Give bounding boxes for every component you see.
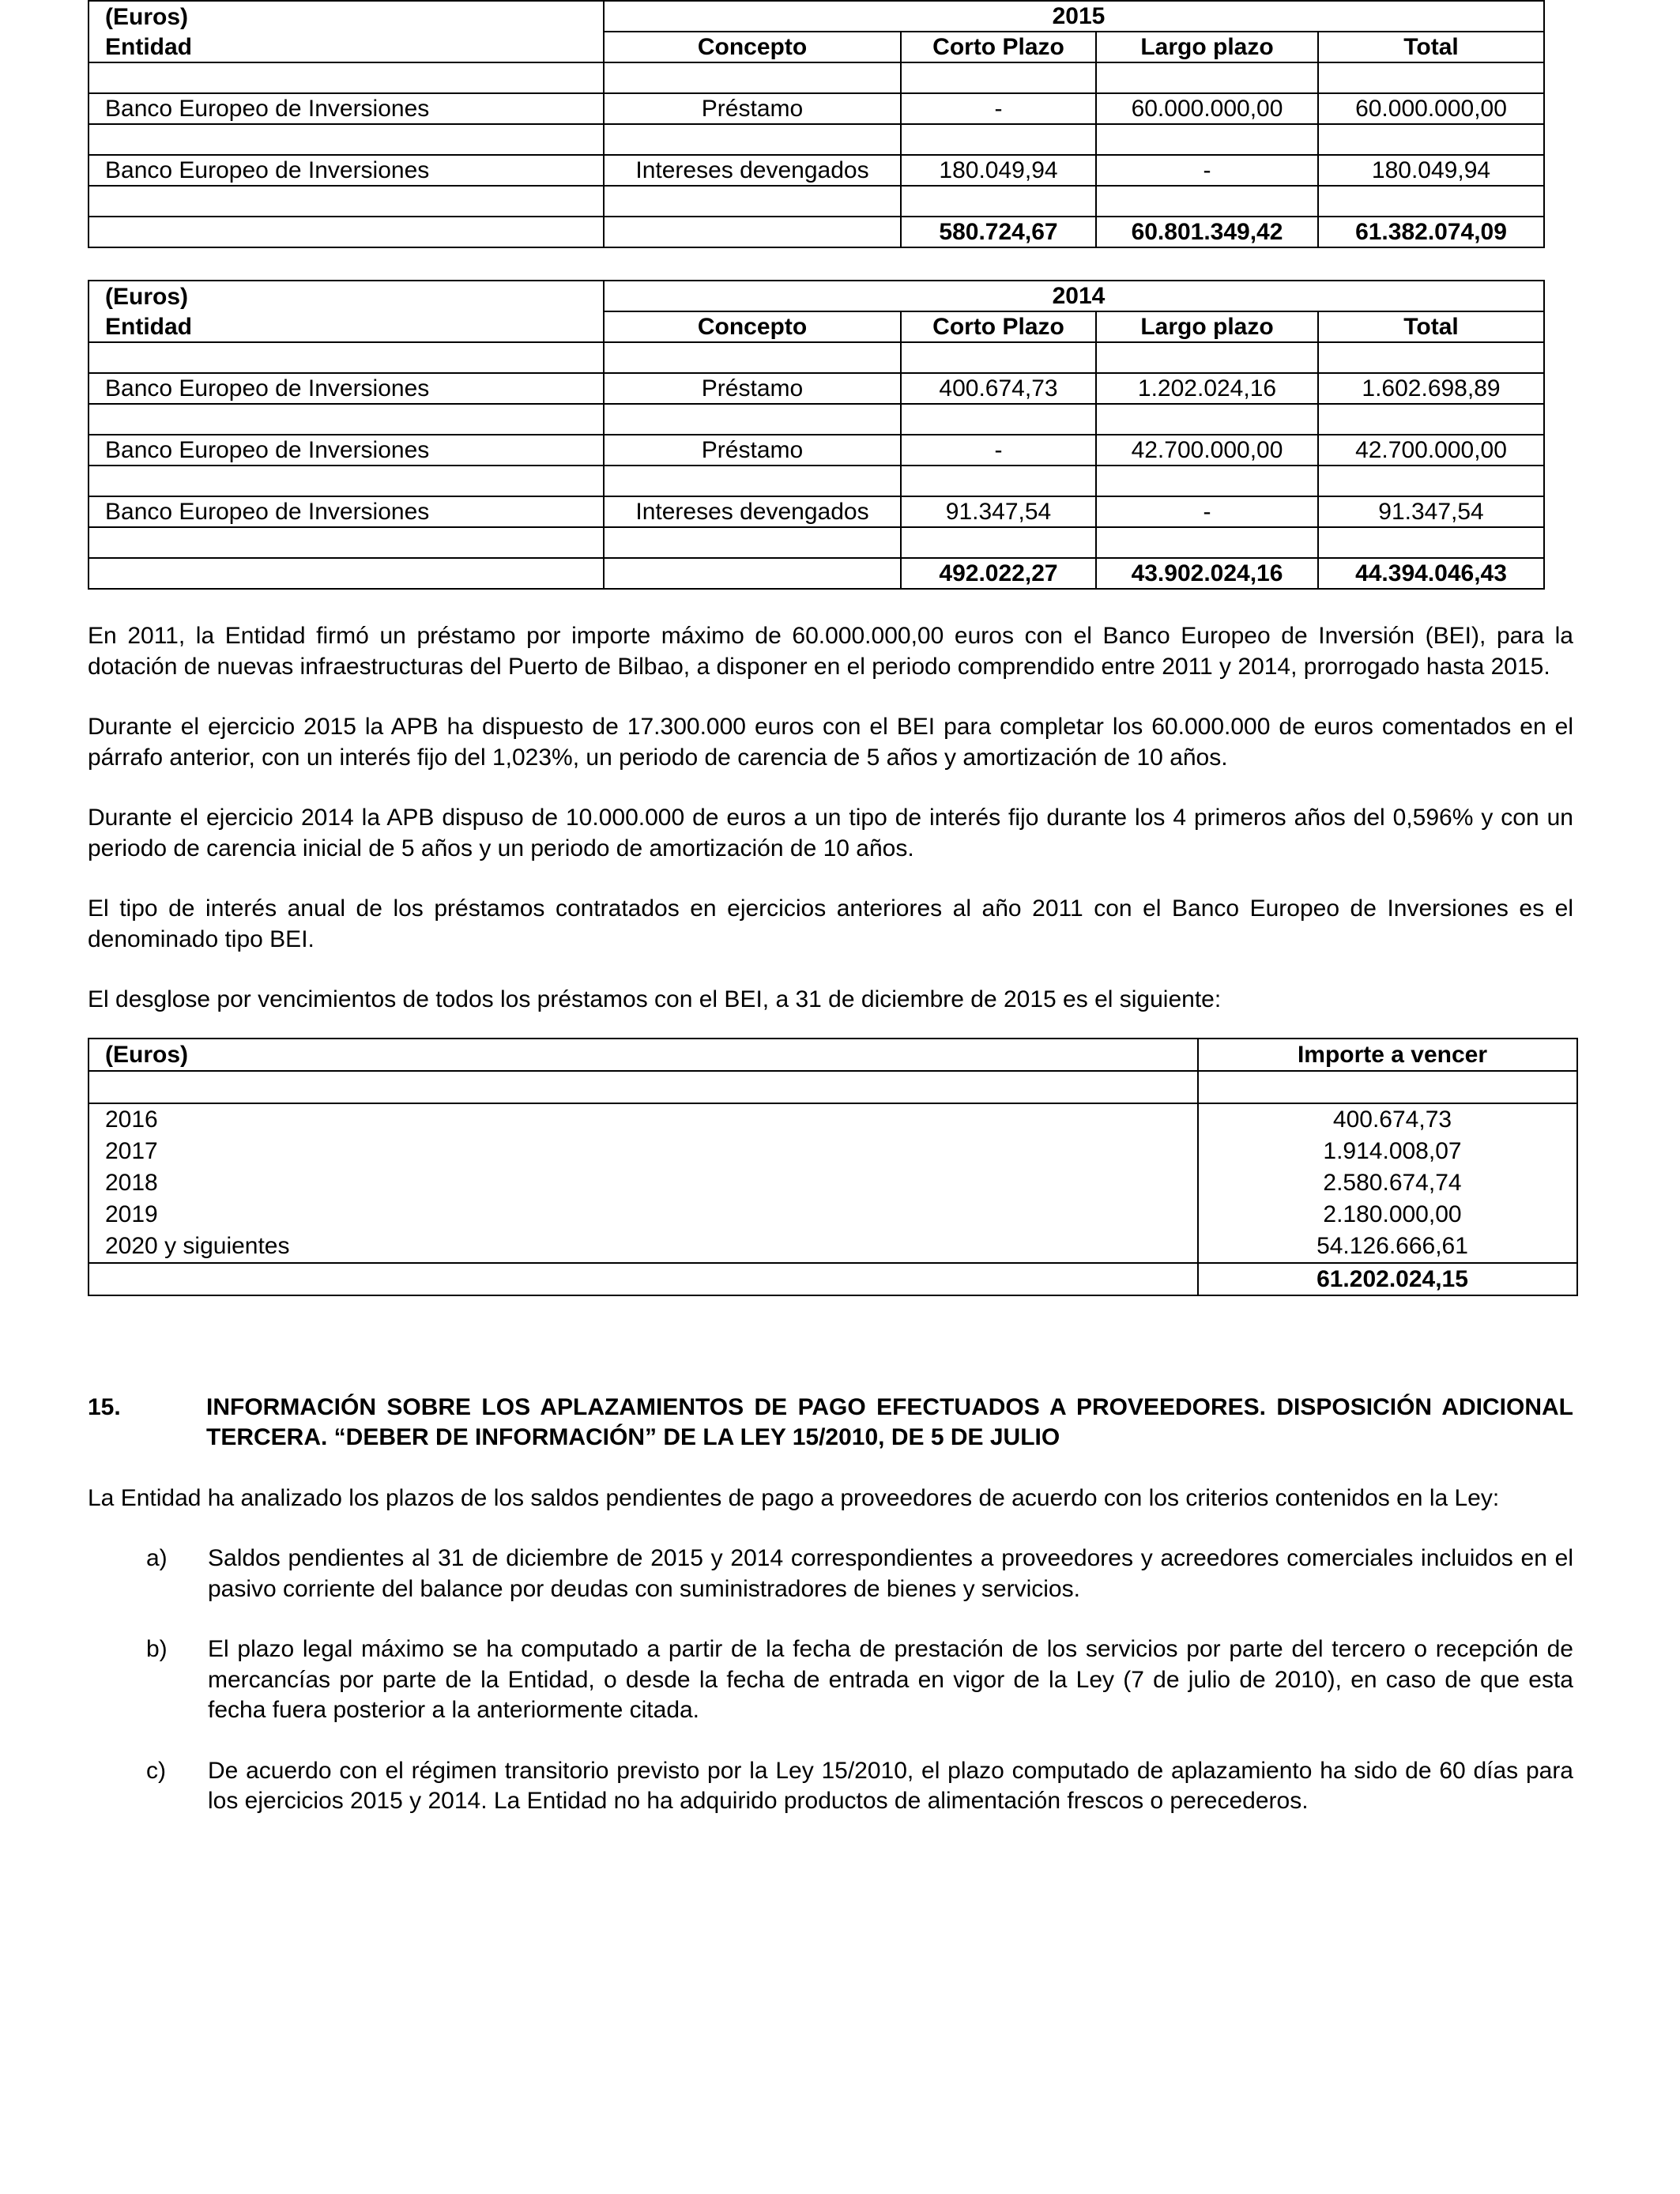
table-header-row	[89, 1039, 1577, 1071]
header-corto-plazo: Corto Plazo	[901, 311, 1096, 342]
cell-total: 180.049,94	[1318, 155, 1544, 186]
list-item	[88, 1756, 1573, 1817]
total-largo-plazo: 60.801.349,42	[1096, 217, 1318, 247]
header-total: Total	[1318, 32, 1544, 62]
cell-concepto: Préstamo	[604, 435, 901, 466]
list-item-letter: a)	[146, 1545, 168, 1571]
cell-concepto: Intereses devengados	[604, 155, 901, 186]
list-item-text: El plazo legal máximo se ha computado a partir de la fecha de prestación de los servicios por parte del tercero o recepción de mercancías por parte de la Entidad, o desde la fecha de entrada en vigor de la Ley (7 de julio de 2010), en caso de que esta fecha fuera posterior a la anteriormente citada.	[208, 1636, 1573, 1723]
total-total: 44.394.046,43	[1318, 558, 1544, 589]
year-label: 2015	[604, 1, 1544, 32]
paragraph-2015-disposal: Durante el ejercicio 2015 la APB ha dispuesto de 17.300.000 euros con el BEI para completar los 60.000.000 de euros comentados en el párrafo anterior, con un interés fijo del 1,023%, un periodo de carencia de 5 años y amortización de 10 años.	[88, 714, 1573, 771]
maturity-year: 2020 y siguientes	[89, 1231, 1198, 1263]
header-largo-plazo: Largo plazo	[1096, 32, 1318, 62]
table-header-row	[89, 32, 1544, 62]
table-row	[89, 1199, 1577, 1231]
table-row	[89, 1136, 1577, 1167]
maturity-year: 2018	[89, 1167, 1198, 1199]
total-corto-plazo: 492.022,27	[901, 558, 1096, 589]
section-title: INFORMACIÓN SOBRE LOS APLAZAMIENTOS DE PAGO EFECTUADOS A PROVEEDORES. DISPOSICIÓN ADICIONAL TERCERA. “DEBER DE INFORMACIÓN” DE LA LEY 15/2010, DE 5 DE JULIO	[206, 1393, 1573, 1450]
total-largo-plazo: 43.902.024,16	[1096, 558, 1318, 589]
list-item	[88, 1634, 1573, 1726]
maturity-year: 2017	[89, 1136, 1198, 1167]
cell-total: 60.000.000,00	[1318, 93, 1544, 124]
section-number: 15.	[88, 1393, 121, 1420]
table-spacer-row	[89, 1071, 1577, 1103]
cell-largo-plazo: 42.700.000,00	[1096, 435, 1318, 466]
unit-label: (Euros)	[89, 1039, 1198, 1071]
cell-total: 42.700.000,00	[1318, 435, 1544, 466]
table-row	[89, 435, 1544, 466]
table-spacer-row	[89, 186, 1544, 217]
section-15-intro: La Entidad ha analizado los plazos de los saldos pendientes de pago a proveedores de acuerdo con los criterios contenidos en la Ley:	[88, 1484, 1500, 1511]
total-corto-plazo: 580.724,67	[901, 217, 1096, 247]
table-row	[89, 373, 1544, 404]
cell-entidad: Banco Europeo de Inversiones	[89, 93, 604, 124]
cell-total: 1.602.698,89	[1318, 373, 1544, 404]
cell-concepto: Préstamo	[604, 373, 901, 404]
maturity-amount: 54.126.666,61	[1198, 1231, 1577, 1263]
table-total-row	[89, 558, 1544, 589]
paragraph-bei-loan: En 2011, la Entidad firmó un préstamo por importe máximo de 60.000.000,00 euros con el Banco Europeo de Inversión (BEI), para la dotación de nuevas infraestructuras del Puerto de Bilbao, a disponer en el periodo comprendido entre 2011 y 2014, prorrogado hasta 2015.	[88, 623, 1573, 680]
maturity-amount: 400.674,73	[1198, 1103, 1577, 1136]
header-concepto: Concepto	[604, 32, 901, 62]
list-item-text: De acuerdo con el régimen transitorio previsto por la Ley 15/2010, el plazo computado de aplazamiento ha sido de 60 días para los ejercicios 2015 y 2014. La Entidad no ha adquirido productos de alimentación frescos o perecederos.	[208, 1757, 1573, 1814]
maturity-amount: 2.180.000,00	[1198, 1199, 1577, 1231]
paragraph-maturity-intro: El desglose por vencimientos de todos los préstamos con el BEI, a 31 de diciembre de 2015 es el siguiente:	[88, 986, 1222, 1012]
document-page	[88, 0, 1573, 1817]
cell-largo-plazo: -	[1096, 496, 1318, 527]
header-entidad: Entidad	[89, 32, 604, 62]
cell-corto-plazo: 91.347,54	[901, 496, 1096, 527]
paragraph-2014-disposal: Durante el ejercicio 2014 la APB dispuso de 10.000.000 de euros a un tipo de interés fijo durante los 4 primeros años del 0,596% y con un periodo de carencia inicial de 5 años y un periodo de amortización de 10 años.	[88, 805, 1573, 861]
cell-largo-plazo: 60.000.000,00	[1096, 93, 1318, 124]
table-row	[89, 93, 1544, 124]
table-spacer-row	[89, 404, 1544, 435]
header-importe: Importe a vencer	[1198, 1039, 1577, 1071]
cell-corto-plazo: 400.674,73	[901, 373, 1096, 404]
list-item	[88, 1544, 1573, 1604]
cell-largo-plazo: -	[1096, 155, 1318, 186]
maturity-year: 2019	[89, 1199, 1198, 1231]
unit-label: (Euros)	[89, 1, 604, 32]
section-15-heading	[88, 1393, 1573, 1453]
table-spacer-row	[89, 62, 1544, 93]
paragraph-interest-type: El tipo de interés anual de los préstamos contratados en ejercicios anteriores al año 2011 con el Banco Europeo de Inversiones es el denominado tipo BEI.	[88, 895, 1573, 952]
table-total-row	[89, 1263, 1577, 1295]
cell-entidad: Banco Europeo de Inversiones	[89, 435, 604, 466]
header-corto-plazo: Corto Plazo	[901, 32, 1096, 62]
maturity-year: 2016	[89, 1103, 1198, 1136]
table-row	[89, 1167, 1577, 1199]
table-spacer-row	[89, 466, 1544, 496]
table-row	[89, 1103, 1577, 1136]
header-largo-plazo: Largo plazo	[1096, 311, 1318, 342]
year-label: 2014	[604, 281, 1544, 311]
table-spacer-row	[89, 124, 1544, 155]
cell-concepto: Intereses devengados	[604, 496, 901, 527]
maturity-total: 61.202.024,15	[1198, 1263, 1577, 1295]
cell-entidad: Banco Europeo de Inversiones	[89, 496, 604, 527]
cell-concepto: Préstamo	[604, 93, 901, 124]
list-item-text: Saldos pendientes al 31 de diciembre de 2015 y 2014 correspondientes a proveedores y acreedores comerciales incluidos en el pasivo corriente del balance por deudas con suministradores de bienes y servicios.	[208, 1545, 1573, 1602]
header-total: Total	[1318, 311, 1544, 342]
table-spacer-row	[89, 342, 1544, 373]
loan-table-2015	[88, 0, 1545, 248]
total-total: 61.382.074,09	[1318, 217, 1544, 247]
table-row	[89, 1, 1544, 32]
header-concepto: Concepto	[604, 311, 901, 342]
header-entidad: Entidad	[89, 311, 604, 342]
cell-largo-plazo: 1.202.024,16	[1096, 373, 1318, 404]
table-header-row	[89, 311, 1544, 342]
maturity-amount: 1.914.008,07	[1198, 1136, 1577, 1167]
cell-corto-plazo: -	[901, 93, 1096, 124]
loan-table-2014	[88, 280, 1545, 590]
maturity-table	[88, 1038, 1578, 1296]
table-row	[89, 1231, 1577, 1263]
table-spacer-row	[89, 527, 1544, 558]
table-row	[89, 155, 1544, 186]
maturity-amount: 2.580.674,74	[1198, 1167, 1577, 1199]
list-item-letter: c)	[146, 1757, 166, 1784]
table-total-row	[89, 217, 1544, 247]
table-row	[89, 281, 1544, 311]
cell-entidad: Banco Europeo de Inversiones	[89, 373, 604, 404]
cell-corto-plazo: -	[901, 435, 1096, 466]
cell-corto-plazo: 180.049,94	[901, 155, 1096, 186]
cell-entidad: Banco Europeo de Inversiones	[89, 155, 604, 186]
unit-label: (Euros)	[89, 281, 604, 311]
cell-total: 91.347,54	[1318, 496, 1544, 527]
table-row	[89, 496, 1544, 527]
list-item-letter: b)	[146, 1636, 168, 1662]
